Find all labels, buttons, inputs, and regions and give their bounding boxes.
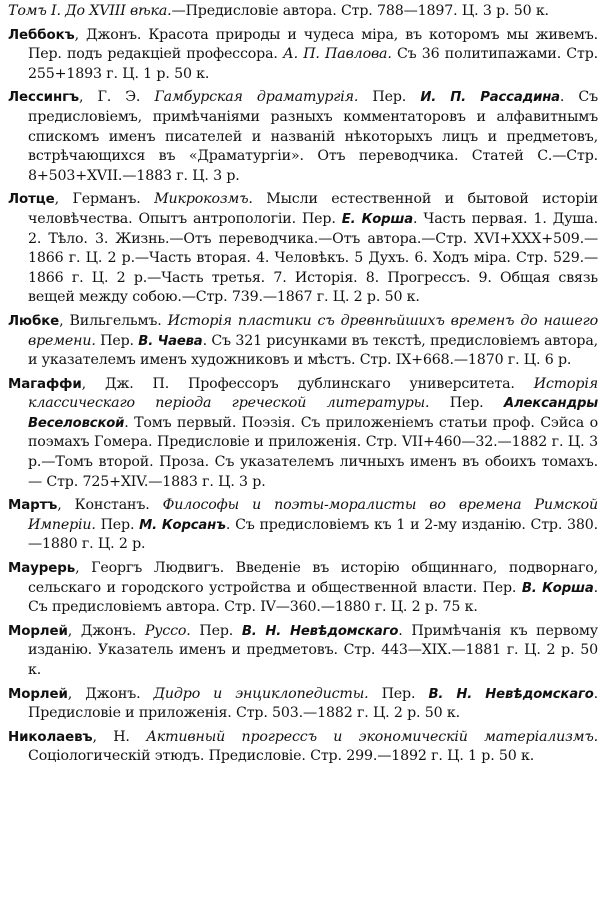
catalog-entry bbox=[8, 496, 598, 555]
entry-description: , Германъ. bbox=[54, 191, 155, 208]
entry-description: , Георгъ Людвигъ. Введеніе въ исторію общиннаго, подворнаго, сельскаго и городского устройства и общественной власти. Пер. bbox=[28, 560, 598, 596]
entry-description: , Джонъ. bbox=[67, 685, 154, 702]
catalog-entry bbox=[8, 622, 598, 681]
entry-title: Дидро и энциклопедисты. bbox=[153, 685, 369, 702]
entry-translator: Е. Корша bbox=[341, 211, 414, 227]
entry-details: Съ 36 политипажами. Стр. 255+1893 г. Ц. 1 р. 50 к. bbox=[28, 46, 598, 82]
entry-title: Гамбурская драматургія. bbox=[154, 89, 359, 106]
entry-details: —Предисловіе автора. Стр. 788—1897. Ц. 3 р. 50 к. bbox=[171, 3, 549, 19]
entry-details: Соціологическій этюдъ. Предисловіе. Стр. 299.—1892 г. Ц. 1 р. 50 к. bbox=[28, 748, 535, 765]
entry-author: Леббокъ bbox=[8, 27, 75, 43]
catalog-entry bbox=[8, 685, 598, 724]
entry-author: Николаевъ bbox=[8, 729, 93, 745]
entry-details: . Съ 321 рисунками въ текстѣ, предисловіемъ автора, и указателемъ именъ художниковъ и мѣстъ. Стр. IX+668.—1870 г. Ц. 6 р. bbox=[28, 332, 598, 369]
catalog-entry bbox=[8, 26, 598, 85]
entry-details: . Съ предисловіемъ къ 1 и 2-му изданію. Стр. 380.—1880 г. Ц. 2 р. bbox=[28, 516, 599, 553]
entry-title: Активный прогрессъ и экономическій матеріализмъ. bbox=[146, 728, 598, 745]
entry-translator-prefix: Пер. bbox=[95, 332, 139, 349]
entry-details: . Съ предисловіемъ автора. Стр. IV—360.—1880 г. Ц. 2 р. 75 к. bbox=[28, 579, 598, 616]
entry-title: Микрокозмъ. bbox=[154, 191, 253, 208]
catalog-entry bbox=[8, 728, 598, 767]
catalog-entry bbox=[8, 190, 598, 308]
entry-title: Философы и поэты-моралисты во времена Римской Имперіи. bbox=[28, 497, 598, 533]
entry-title: Руссо. bbox=[144, 622, 191, 639]
entry-details: . Примѣчанія къ первому изданію. Указатель именъ и предметовъ. Стр. 443—XIX.—1881 г. Ц. 2 р. 50 к. bbox=[28, 622, 598, 678]
entry-author: Магаффи bbox=[8, 376, 82, 392]
entry-author: Мартъ bbox=[8, 498, 58, 514]
catalog-entry bbox=[8, 88, 598, 186]
entry-description: , Джонъ. bbox=[67, 622, 145, 639]
entry-translator-prefix: Пер. bbox=[429, 395, 504, 412]
entry-details: . Съ предисловіемъ, примѣчаніями разныхъ комментаторовъ и алфавитнымъ спискомъ именъ писателей и названій нѣкоторыхъ лицъ и предметовъ, встрѣчающихся въ «Драматургіи». Отъ переводчика. Статей С.—Стр. 8+503+XVII.—1883 г. Ц. 3 р. bbox=[28, 89, 598, 184]
entry-translator: В. Н. Невѣдомскаго bbox=[428, 686, 594, 702]
entry-title: Томъ I. До XVIII вѣка. bbox=[8, 3, 172, 19]
entry-description: , Вильгельмъ. bbox=[59, 312, 168, 329]
entry-translator: В. Чаева bbox=[138, 333, 203, 349]
entry-title: А. П. Павлова. bbox=[283, 46, 392, 63]
entry-translator: И. П. Рассадина bbox=[420, 90, 560, 106]
catalog-entry bbox=[8, 375, 598, 493]
catalog-entry bbox=[8, 312, 598, 371]
entry-translator-prefix: Пер. bbox=[358, 89, 421, 106]
entry-details: . Предисловіе и приложенія. Стр. 503.—1882 г. Ц. 2 р. 50 к. bbox=[28, 685, 598, 722]
entry-description: , Н. bbox=[92, 728, 147, 745]
entry-title: Исторія пластики съ древнѣйшихъ временъ до нашего времени. bbox=[28, 312, 599, 349]
entry-description: , Джонъ. Красота природы и чудеса міра, въ которомъ мы живемъ. Пер. подъ редакціей профессора. bbox=[28, 26, 598, 63]
entry-title: Исторія классическаго періода греческой литературы. bbox=[28, 375, 598, 412]
entry-author: Морлей bbox=[8, 623, 68, 639]
entry-author: Лотце bbox=[8, 192, 55, 208]
entry-author: Маурерь bbox=[8, 561, 76, 577]
entry-description: , Г. Э. bbox=[78, 89, 155, 106]
entry-translator-prefix: Мысли естественной и бытовой исторіи человѣчества. Опытъ антропологіи. Пер. bbox=[28, 191, 598, 227]
entry-translator-prefix: Пер. bbox=[368, 685, 429, 702]
entry-author: Любке bbox=[8, 313, 60, 329]
entry-details: . Часть первая. 1. Душа. 2. Тѣло. 3. Жизнь.—Отъ переводчика.—Отъ автора.—Стр. XVI+XXX+509.—1866 г. Ц. 2 р.—Часть вторая. 4. Человѣкъ. 5 Духъ. 6. Ходъ міра. Стр. 529.—1866 г. Ц. 2 р.—Часть третья. 7. Исторія. 8. Прогрессъ. 9. Общая связь вещей между собою.—Стр. 739.—1867 г. Ц. 2 р. 50 к. bbox=[28, 210, 598, 306]
entry-translator: М. Корсанъ bbox=[139, 517, 226, 533]
entry-translator-prefix: Пер. bbox=[190, 622, 242, 639]
entry-description: , Дж. П. Профессоръ дублинскаго университета. bbox=[81, 375, 534, 392]
entry-translator-prefix: Пер. bbox=[95, 516, 140, 533]
entry-description: , Констанъ. bbox=[57, 497, 163, 514]
entry-details: . Томъ первый. Поэзія. Съ приложеніемъ статьи проф. Сэйса о поэмахъ Гомера. Предисловіе и приложенія. Стр. VII+460—32.—1882 г. Ц. 3 р.—Томъ второй. Проза. Съ указателемъ личныхъ именъ въ обоихъ томахъ. — Стр. 725+XIV.—1883 г. Ц. 3 р. bbox=[28, 414, 598, 490]
entry-translator: В. Н. Невѣдомскаго bbox=[241, 623, 399, 639]
catalog-entry bbox=[8, 2, 598, 22]
catalog-entry bbox=[8, 559, 598, 618]
entry-translator: В. Корша bbox=[521, 580, 594, 596]
entry-author: Морлей bbox=[8, 686, 68, 702]
entry-author: Лессингъ bbox=[8, 90, 79, 106]
entry-translator: Александры Веселовской bbox=[28, 396, 599, 431]
